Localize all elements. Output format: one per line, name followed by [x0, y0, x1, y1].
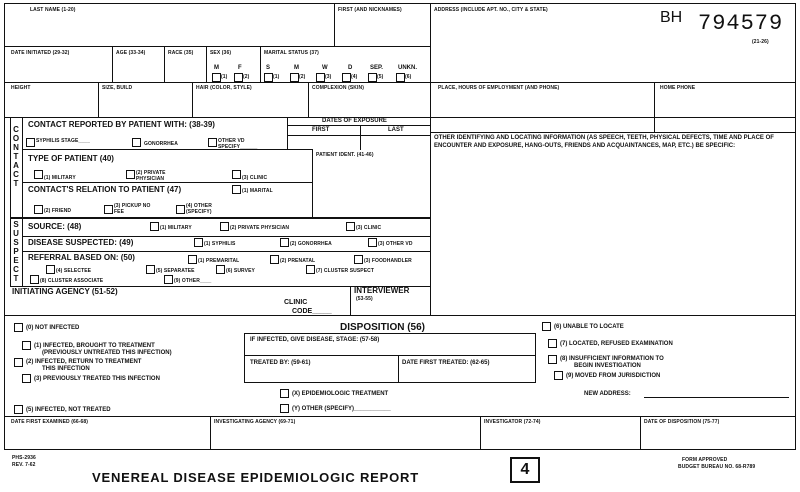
divider-home-phone	[654, 82, 655, 133]
sex-f-checkbox[interactable]	[234, 73, 243, 82]
disp-insufficient-sub: BEGIN INVESTIGATION	[574, 363, 641, 369]
source-title: SOURCE: (48)	[28, 222, 82, 231]
border-bottom	[4, 449, 796, 450]
type-clinic-checkbox[interactable]	[232, 170, 241, 179]
divider-sex	[206, 46, 207, 83]
relation-marital-option: (1) MARITAL	[242, 188, 273, 194]
referral-survey-checkbox[interactable]	[216, 265, 225, 274]
referral-survey-option: (6) SURVEY	[226, 268, 255, 274]
contact-box-inner	[22, 117, 23, 287]
contact-side-label	[11, 125, 21, 188]
divider-disposition	[4, 315, 796, 316]
referral-selectee-checkbox[interactable]	[46, 265, 55, 274]
complexion-label: COMPLEXION (SKIN)	[312, 85, 364, 91]
contact-div-2	[22, 182, 312, 183]
side-letter: N	[13, 143, 19, 152]
disease-syphilis-option: (1) SYPHILIS	[204, 241, 236, 247]
form-revision: REV. 7-62	[12, 462, 36, 468]
box-number: (6)	[405, 74, 412, 80]
address-label: ADDRESS (INCLUDE APT. NO., CITY & STATE)	[434, 7, 548, 13]
source-private-option: (2) PRIVATE PHYSICIAN	[230, 225, 290, 231]
disp-other-option: (Y) OTHER (SPECIFY)___________	[292, 406, 391, 412]
gonorrhea-option: GONORRHEA	[144, 141, 178, 147]
type-of-patient-title: TYPE OF PATIENT (40)	[28, 154, 114, 163]
sex-option-f: F	[238, 65, 242, 71]
marital-unkn-checkbox[interactable]	[396, 73, 405, 82]
clinic-code-label: CODE_____	[292, 308, 332, 315]
disp-not-infected-option: (0) NOT INFECTED	[26, 325, 80, 331]
side-letter: S	[13, 220, 19, 229]
disp-not-treated-option: (5) INFECTED, NOT TREATED	[26, 407, 111, 413]
disp-refused-option: (7) LOCATED, REFUSED EXAMINATION	[560, 341, 673, 347]
box-number: (1)	[221, 74, 228, 80]
box-number: (5)	[377, 74, 384, 80]
side-letter: C	[13, 125, 19, 134]
side-letter: A	[13, 161, 19, 170]
type-clinic-option: (3) CLINIC	[242, 175, 268, 181]
disp-return-checkbox[interactable]	[14, 358, 23, 367]
divider-marital	[260, 46, 261, 83]
contact-reported-title: CONTACT REPORTED BY PATIENT WITH: (38-39)	[28, 120, 215, 129]
marital-sep-checkbox[interactable]	[368, 73, 377, 82]
divider-row3	[4, 117, 796, 118]
divider-bottom-row	[4, 416, 796, 417]
type-military-option: (1) MILITARY	[44, 175, 76, 181]
box-number: (2)	[299, 74, 306, 80]
if-infected-label: IF INFECTED, GIVE DISEASE, STAGE: (57-58)	[250, 337, 380, 343]
form-number: PHS-2936	[12, 455, 36, 461]
age-label: AGE (33-34)	[116, 50, 146, 56]
disp-moved-option: (9) MOVED FROM JURISDICTION	[566, 373, 661, 379]
side-letter: S	[13, 238, 19, 247]
border-top	[4, 3, 796, 4]
patient-ident-label: PATIENT IDENT. (41-46)	[316, 152, 374, 158]
interviewer-code: (53-55)	[356, 296, 373, 302]
disp-moved-checkbox[interactable]	[554, 371, 563, 380]
disease-other-checkbox[interactable]	[368, 238, 377, 247]
clinic-label: CLINIC	[284, 299, 308, 306]
place-hours-label: PLACE, HOURS OF EMPLOYMENT (AND PHONE)	[438, 85, 560, 91]
divider-race	[164, 46, 165, 83]
divider-interviewer	[350, 286, 351, 316]
disp-box-right	[535, 333, 536, 383]
source-clinic-checkbox[interactable]	[346, 222, 355, 231]
disp-box-top	[244, 333, 536, 334]
border-left	[4, 3, 5, 450]
exposure-div	[287, 125, 430, 126]
suspect-side-label	[11, 220, 21, 283]
marital-d-checkbox[interactable]	[342, 73, 351, 82]
marital-option-w: W	[322, 65, 328, 71]
box-number: (2)	[243, 74, 250, 80]
report-form	[4, 3, 796, 487]
marital-option-d: D	[348, 65, 353, 71]
size-build-label: SIZE, BUILD	[102, 85, 133, 91]
investigating-agency-label: INVESTIGATING AGENCY (69-71)	[214, 419, 296, 425]
disp-brought-option: (1) INFECTED, BROUGHT TO TREATMENT	[34, 343, 155, 349]
dates-exposure-label: DATES OF EXPOSURE	[322, 118, 387, 124]
source-military-option: (1) MILITARY	[160, 225, 192, 231]
relation-title: CONTACT'S RELATION TO PATIENT (47)	[28, 185, 182, 194]
divider-size	[98, 82, 99, 118]
referral-cluster-suspect-checkbox[interactable]	[306, 265, 315, 274]
referral-selectee-option: (4) SELECTEE	[56, 268, 92, 274]
sex-option-m: M	[214, 65, 219, 71]
side-letter: T	[13, 274, 19, 283]
disp-not-infected-checkbox[interactable]	[14, 323, 23, 332]
disp-box-mid	[244, 355, 536, 356]
disp-brought-sub: (PREVIOUSLY UNTREATED THIS INFECTION)	[42, 350, 172, 356]
divider-patient-ident	[312, 149, 313, 218]
marital-option-unkn: UNKN.	[398, 65, 417, 71]
side-letter: C	[13, 170, 19, 179]
relation-other-option: (4) OTHER (SPECIFY)	[186, 203, 212, 215]
marital-w-checkbox[interactable]	[316, 73, 325, 82]
type-military-checkbox[interactable]	[34, 170, 43, 179]
marital-label: MARITAL STATUS (37)	[264, 50, 319, 56]
box-number: (4)	[351, 74, 358, 80]
disease-syphilis-checkbox[interactable]	[194, 238, 203, 247]
initiating-agency-label: INITIATING AGENCY (51-52)	[12, 287, 118, 296]
side-letter: E	[13, 256, 19, 265]
side-letter: U	[13, 229, 19, 238]
other-identifying-label: OTHER IDENTIFYING AND LOCATING INFORMATION (AS SPEECH, TEETH, PHYSICAL DEFECTS, TIME AND PLACE OF ENCOUNTER AND EXPOSURE, HANG-OUTS, FRIENDS AND ACQUAINTANCES, MAP, ETC.) BE SPECIFIC:	[434, 135, 774, 149]
box-number: (3)	[325, 74, 332, 80]
divider-complexion	[308, 82, 309, 118]
disp-insufficient-checkbox[interactable]	[548, 355, 557, 364]
divider-exposure	[287, 117, 288, 150]
gonorrhea-checkbox[interactable]	[132, 138, 141, 147]
treated-by-label: TREATED BY: (59-61)	[250, 360, 311, 366]
exposure-first-label: FIRST	[312, 127, 330, 133]
marital-option-sep: SEP.	[370, 65, 383, 71]
source-private-checkbox[interactable]	[220, 222, 229, 231]
investigator-label: INVESTIGATOR (72-74)	[484, 419, 541, 425]
divider-address	[430, 3, 431, 316]
other-vd-option: OTHER VD SPECIFY______	[218, 138, 258, 150]
referral-separatee-option: (5) SEPARATEE	[156, 268, 195, 274]
marital-option-s: S	[266, 65, 271, 71]
disp-previously-option: (3) PREVIOUSLY TREATED THIS INFECTION	[34, 376, 160, 382]
divider-row1	[4, 46, 430, 47]
disease-suspected-title: DISEASE SUSPECTED: (49)	[28, 238, 134, 247]
disp-box-split	[398, 355, 399, 383]
budget-bureau: BUDGET BUREAU NO. 68-R789	[678, 464, 756, 470]
suspect-div-1	[22, 236, 430, 237]
source-clinic-option: (3) CLINIC	[356, 225, 382, 231]
referral-prenatal-checkbox[interactable]	[270, 255, 279, 264]
referral-cluster-suspect-option: (7) CLUSTER SUSPECT	[316, 268, 375, 274]
side-letter: T	[13, 152, 19, 161]
type-private-option: (2) PRIVATE PHYSICIAN	[136, 170, 166, 182]
disp-box-left	[244, 333, 245, 383]
side-letter: C	[13, 265, 19, 274]
divider-investigator	[480, 416, 481, 450]
divider-agency	[210, 416, 211, 450]
home-phone-label: HOME PHONE	[660, 85, 696, 91]
relation-other-checkbox[interactable]	[176, 205, 185, 214]
disp-not-treated-checkbox[interactable]	[14, 405, 23, 414]
relation-marital-checkbox[interactable]	[232, 185, 241, 194]
disease-other-option: (3) OTHER VD	[378, 241, 413, 247]
copy-number-box: 4	[510, 457, 540, 483]
disp-epidemiologic-option: (X) EPIDEMIOLOGIC TREATMENT	[292, 391, 389, 397]
side-letter: P	[13, 247, 19, 256]
disp-insufficient-option: (8) INSUFFICIENT INFORMATION TO	[560, 356, 664, 362]
sex-label: SEX (36)	[210, 50, 232, 56]
referral-other-checkbox[interactable]	[164, 275, 173, 284]
referral-prenatal-option: (2) PRENATAL	[280, 258, 316, 264]
box-number: (1)	[273, 74, 280, 80]
divider-row2	[4, 82, 796, 83]
relation-friend-option: (2) FRIEND	[44, 208, 72, 214]
relation-pickup-checkbox[interactable]	[104, 205, 113, 214]
other-vd-checkbox[interactable]	[208, 138, 217, 147]
date-of-disposition-label: DATE OF DISPOSITION (75-77)	[644, 419, 720, 425]
exposure-div-2	[287, 135, 430, 136]
disp-other-checkbox[interactable]	[280, 404, 289, 413]
referral-premarital-checkbox[interactable]	[188, 255, 197, 264]
exposure-last-label: LAST	[388, 127, 404, 133]
new-address-line	[644, 397, 789, 398]
suspect-div-2	[22, 251, 430, 252]
disp-previously-checkbox[interactable]	[22, 374, 31, 383]
type-private-checkbox[interactable]	[126, 170, 135, 179]
date-first-treated-label: DATE FIRST TREATED: (62-65)	[402, 360, 490, 366]
divider-age	[112, 46, 113, 83]
new-address-label: NEW ADDRESS:	[584, 391, 631, 397]
sex-m-checkbox[interactable]	[212, 73, 221, 82]
disease-gonorrhea-option: (2) GONORRHEA	[290, 241, 332, 247]
exposure-mid	[360, 125, 361, 150]
serial-code: (21-26)	[752, 39, 769, 45]
disp-return-option: (2) INFECTED, RETURN TO TREATMENT	[26, 359, 142, 365]
form-approved: FORM APPROVED	[682, 457, 728, 463]
referral-premarital-option: (1) PREMARITAL	[198, 258, 240, 264]
serial-prefix: BH	[660, 9, 683, 26]
source-military-checkbox[interactable]	[150, 222, 159, 231]
form-title: VENEREAL DISEASE EPIDEMIOLOGIC REPORT	[92, 470, 419, 485]
syphilis-option: SYPHILIS STAGE____	[36, 138, 90, 144]
divider-hair	[192, 82, 193, 118]
serial-number: 794579	[698, 11, 784, 36]
first-name-label: FIRST (AND NICKNAMES)	[338, 7, 402, 13]
divider-first-name	[334, 3, 335, 47]
marital-m-checkbox[interactable]	[290, 73, 299, 82]
date-first-examined-label: DATE FIRST EXAMINED (66-68)	[11, 419, 89, 425]
referral-foodhandler-option: (3) FOODHANDLER	[364, 258, 412, 264]
disp-brought-checkbox[interactable]	[22, 341, 31, 350]
disp-epidemiologic-checkbox[interactable]	[280, 389, 289, 398]
border-right	[795, 3, 796, 450]
relation-friend-checkbox[interactable]	[34, 205, 43, 214]
side-letter: O	[12, 134, 20, 143]
referral-separatee-checkbox[interactable]	[146, 265, 155, 274]
disp-unable-checkbox[interactable]	[542, 322, 551, 331]
marital-s-checkbox[interactable]	[264, 73, 273, 82]
date-initiated-label: DATE INITIATED (29-32)	[11, 50, 70, 56]
referral-other-option: (9) OTHER____	[174, 278, 212, 284]
disposition-title: DISPOSITION (56)	[340, 322, 426, 333]
hair-label: HAIR (COLOR, STYLE)	[196, 85, 252, 91]
referral-cluster-associate-checkbox[interactable]	[30, 275, 39, 284]
referral-foodhandler-checkbox[interactable]	[354, 255, 363, 264]
disease-gonorrhea-checkbox[interactable]	[280, 238, 289, 247]
last-name-label: LAST NAME (1-20)	[30, 7, 76, 13]
relation-pickup-option: (3) PICKUP NO FEE	[114, 203, 151, 215]
syphilis-checkbox[interactable]	[26, 138, 35, 147]
height-label: HEIGHT	[11, 85, 31, 91]
disp-box-bottom	[244, 382, 536, 383]
marital-option-m: M	[294, 65, 299, 71]
referral-title: REFERRAL BASED ON: (50)	[28, 253, 135, 262]
side-letter: T	[13, 179, 19, 188]
suspect-divider	[10, 217, 430, 219]
divider-date-disp	[640, 416, 641, 450]
disp-unable-option: (6) UNABLE TO LOCATE	[554, 324, 624, 330]
referral-cluster-associate-option: (8) CLUSTER ASSOCIATE	[40, 278, 104, 284]
race-label: RACE (35)	[168, 50, 194, 56]
divider-other-identifying	[430, 132, 796, 133]
interviewer-label: INTERVIEWER	[354, 286, 410, 295]
disp-return-sub: THIS INFECTION	[42, 366, 90, 372]
disp-refused-checkbox[interactable]	[548, 339, 557, 348]
